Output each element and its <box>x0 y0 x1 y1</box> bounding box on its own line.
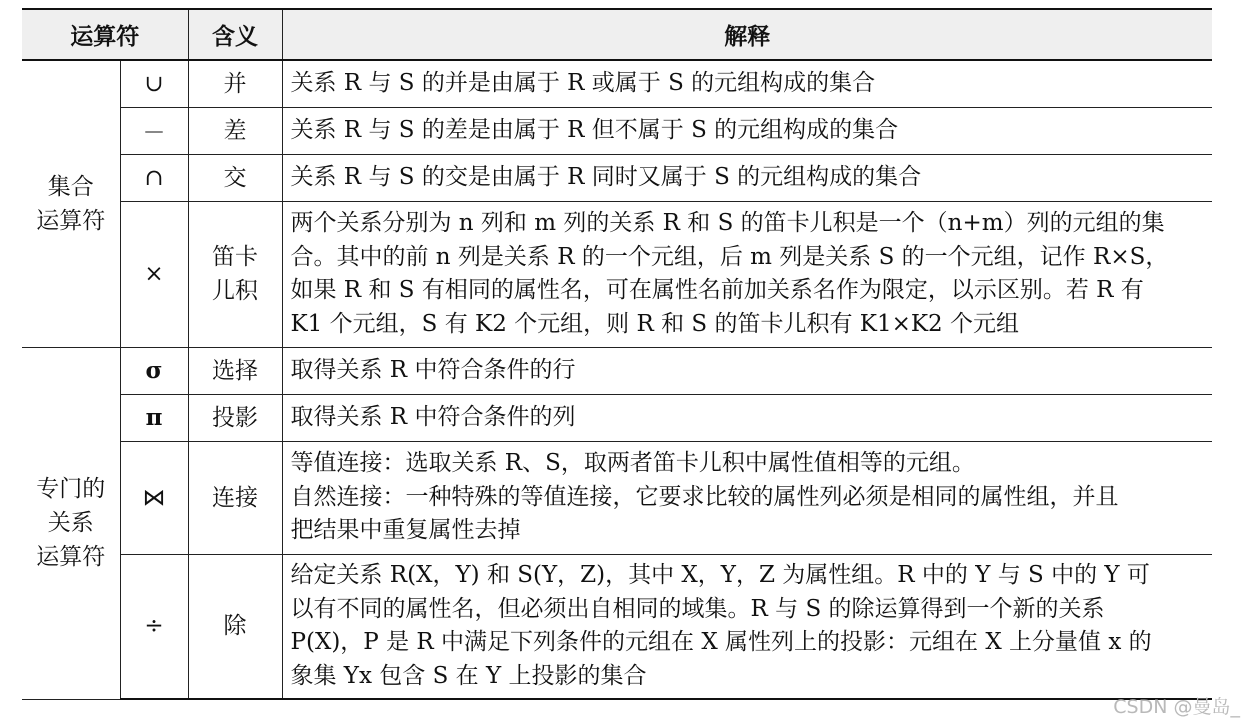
meaning-union: 并 <box>188 60 282 107</box>
table-row <box>22 394 1212 441</box>
explanation-intersection <box>282 154 1212 201</box>
meaning-line: 笛卡 <box>212 244 258 270</box>
explanation-line: 如果 R 和 S 有相同的属性名，可在属性名前加关系名作为限定，以示区别。若 R 有 <box>290 277 1144 303</box>
explanation-line: 合。其中的前 n 列是关系 R 的一个元组，后 m 列是关系 S 的一个元组，记作 R×S， <box>290 243 1169 270</box>
group-label-line: 集合 <box>47 173 94 200</box>
meaning-join: 连接 <box>188 441 282 554</box>
meaning-projection: 投影 <box>188 394 282 441</box>
symbol-join: ⋈ <box>120 441 188 554</box>
symbol-projection: π <box>120 394 188 441</box>
table-row <box>22 107 1212 154</box>
symbol-selection: σ <box>120 347 188 394</box>
meaning-division: 除 <box>188 554 282 699</box>
group-label-line: 专门的 <box>36 476 106 502</box>
table-row <box>22 154 1212 201</box>
group-set-operators <box>22 60 120 347</box>
group-label-line: 关系 <box>47 510 94 536</box>
explanation-line: P(X)，P 是 R 中满足下列条件的元组在 X 属性列上的投影：元组在 X 上分量值 x 的 <box>290 629 1152 656</box>
table-row <box>22 347 1212 394</box>
explanation-division <box>282 554 1212 699</box>
explanation-line: 关系 R 与 S 的并是由属于 R 或属于 S 的元组构成的集合 <box>290 70 876 96</box>
header-operator: 运算符 <box>22 9 188 60</box>
meaning-difference: 差 <box>188 107 282 154</box>
explanation-line: 两个关系分别为 n 列和 m 列的关系 R 和 S 的笛卡儿积是一个（n+m）列的元组的集 <box>290 210 1165 236</box>
meaning-intersection: 交 <box>188 154 282 201</box>
csdn-watermark: CSDN @曼岛_ <box>1113 696 1240 718</box>
symbol-union: ∪ <box>120 60 188 107</box>
explanation-cartesian-product <box>282 201 1212 347</box>
meaning-line: 儿积 <box>212 278 258 304</box>
explanation-selection <box>282 347 1212 394</box>
meaning-cartesian-product <box>188 201 282 347</box>
table-header-row <box>22 9 1212 60</box>
explanation-join <box>282 441 1212 554</box>
explanation-line: K1 个元组，S 有 K2 个元组，则 R 和 S 的笛卡儿积有 K1×K2 个元组 <box>290 310 1019 337</box>
table-row <box>22 60 1212 107</box>
symbol-difference: － <box>120 107 188 154</box>
explanation-line: 关系 R 与 S 的差是由属于 R 但不属于 S 的元组构成的集合 <box>290 116 899 143</box>
explanation-line: 以有不同的属性名，但必须出自相同的域集。R 与 S 的除运算得到一个新的关系 <box>290 595 1105 622</box>
explanation-line: 给定关系 R(X，Y) 和 S(Y，Z)，其中 X，Y，Z 为属性组。R 中的 Y 与 S 中的 Y 可 <box>290 562 1150 589</box>
explanation-line: 取得关系 R 中符合条件的行 <box>290 356 576 383</box>
explanation-line: 象集 Yx 包含 S 在 Y 上投影的集合 <box>290 662 647 689</box>
group-label-line: 运算符 <box>36 207 106 234</box>
symbol-intersection: ∩ <box>120 154 188 201</box>
symbol-cartesian-product: × <box>120 201 188 347</box>
explanation-union <box>282 60 1212 107</box>
explanation-line: 取得关系 R 中符合条件的列 <box>290 403 576 430</box>
table-row <box>22 441 1212 554</box>
explanation-line: 把结果中重复属性去掉 <box>290 517 521 544</box>
explanation-line: 自然连接：一种特殊的等值连接，它要求比较的属性列必须是相同的属性组，并且 <box>290 483 1119 510</box>
meaning-selection: 选择 <box>188 347 282 394</box>
table-row <box>22 554 1212 699</box>
explanation-projection <box>282 394 1212 441</box>
explanation-line: 关系 R 与 S 的交是由属于 R 同时又属于 S 的元组构成的集合 <box>290 163 922 190</box>
relational-operators-table <box>22 8 1212 700</box>
group-label-line: 运算符 <box>36 544 106 570</box>
header-meaning: 含义 <box>188 9 282 60</box>
header-explanation: 解释 <box>282 9 1212 60</box>
group-special-operators <box>22 347 120 699</box>
table-row <box>22 201 1212 347</box>
symbol-division: ÷ <box>120 554 188 699</box>
explanation-line: 等值连接：选取关系 R、S，取两者笛卡儿积中属性值相等的元组。 <box>290 450 975 477</box>
explanation-difference <box>282 107 1212 154</box>
